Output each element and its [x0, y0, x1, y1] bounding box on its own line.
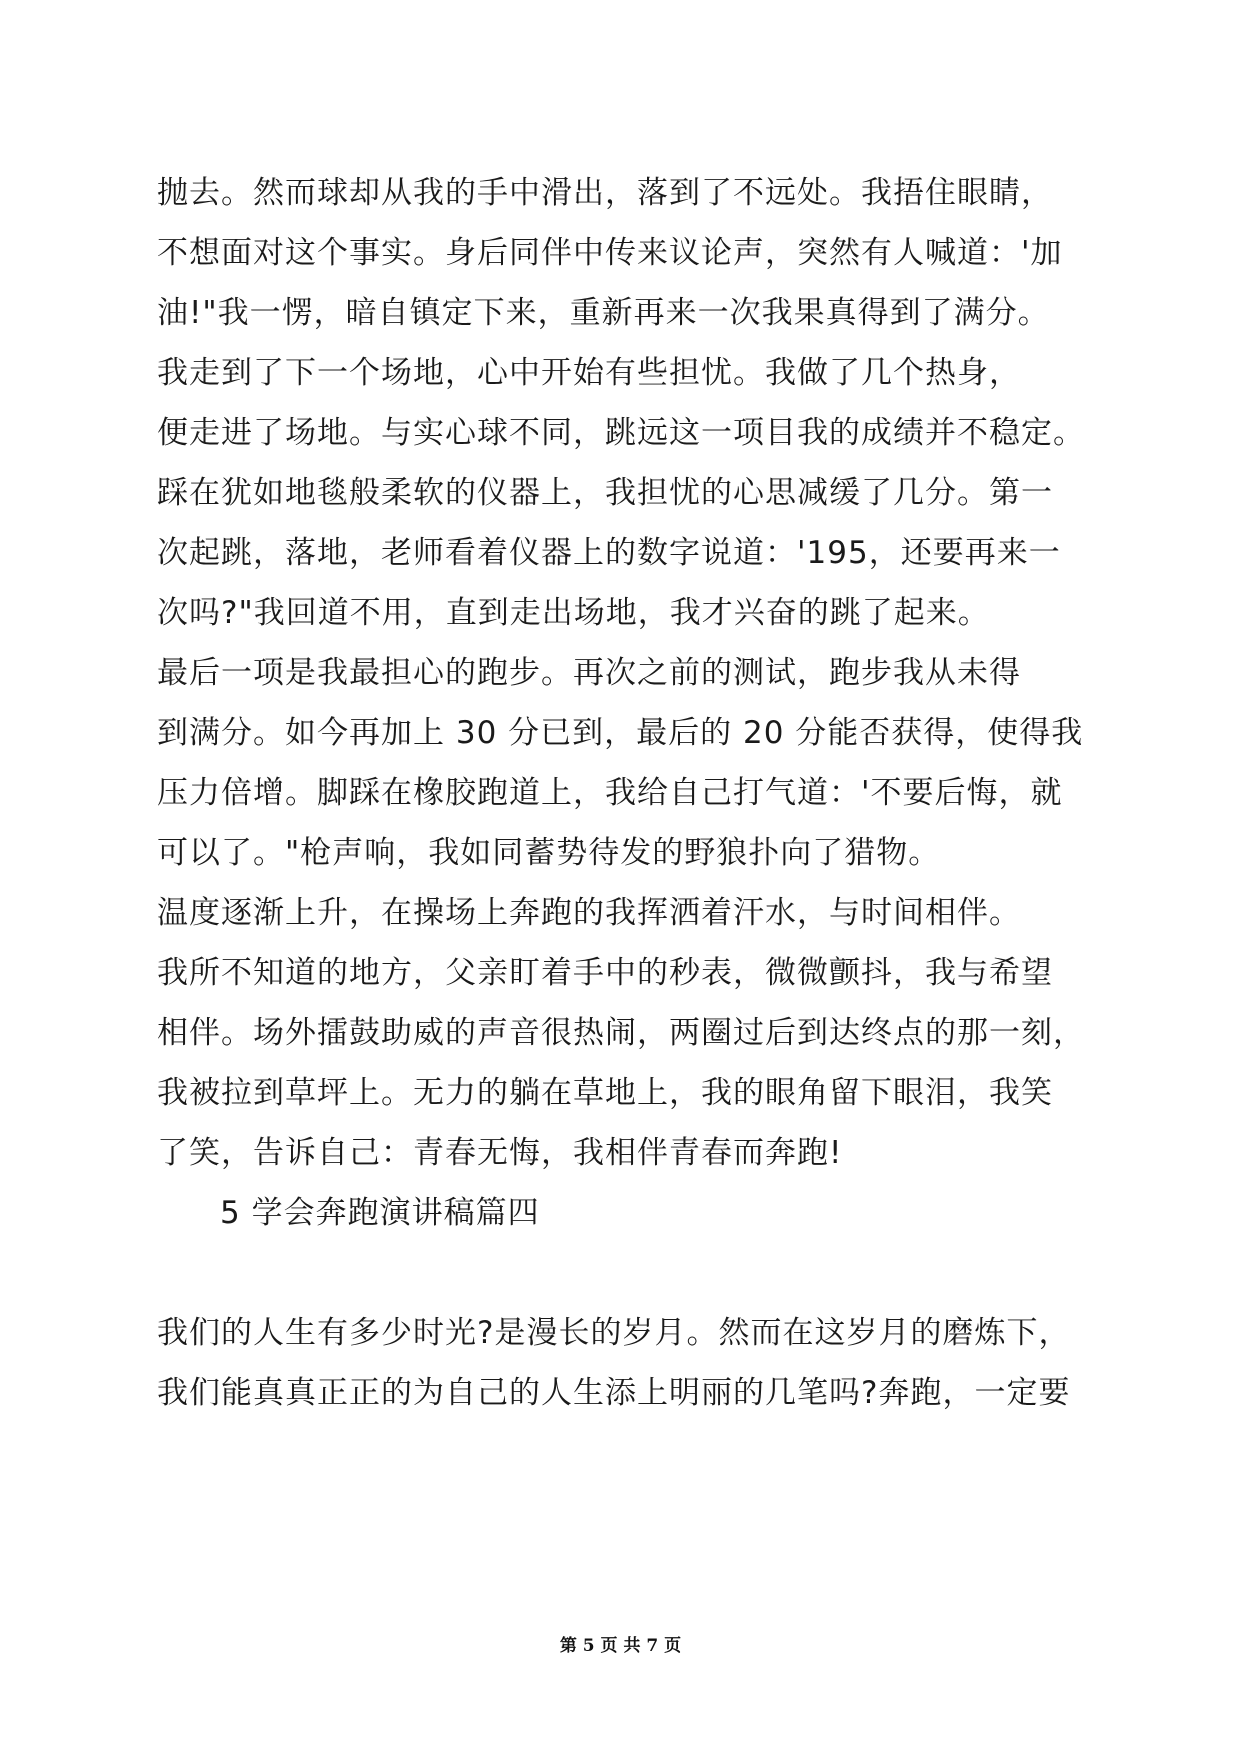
body-text-line: 次起跳，落地，老师看着仪器上的数字说道：'195，还要再来一	[157, 535, 1061, 571]
body-text-line: 我所不知道的地方，父亲盯着手中的秒表，微微颤抖，我与希望	[157, 955, 1053, 991]
body-text-line: 次吗?"我回道不用，直到走出场地，我才兴奋的跳了起来。	[157, 595, 990, 631]
body-text-line: 踩在犹如地毯般柔软的仪器上，我担忧的心思减缓了几分。第一	[157, 475, 1053, 511]
body-text-line: 了笑，告诉自己：青春无悔，我相伴青春而奔跑!	[157, 1135, 843, 1171]
body-text-line: 温度逐渐上升，在操场上奔跑的我挥洒着汗水，与时间相伴。	[157, 895, 1021, 931]
body-text-line: 便走进了场地。与实心球不同，跳远这一项目我的成绩并不稳定。	[157, 415, 1085, 451]
body-text-line: 我们的人生有多少时光?是漫长的岁月。然而在这岁月的磨炼下，	[157, 1315, 1071, 1351]
body-text-line: 我被拉到草坪上。无力的躺在草地上，我的眼角留下眼泪，我笑	[157, 1075, 1053, 1111]
body-text-line: 压力倍增。脚踩在橡胶跑道上，我给自己打气道：'不要后悔，就	[157, 775, 1063, 811]
section-heading: 5 学会奔跑演讲稿篇四	[220, 1195, 540, 1231]
body-text-line: 我走到了下一个场地，心中开始有些担忧。我做了几个热身，	[157, 355, 1021, 391]
body-text-line: 我们能真真正正的为自己的人生添上明丽的几笔吗?奔跑，一定要	[157, 1375, 1071, 1411]
body-text-line: 最后一项是我最担心的跑步。再次之前的测试，跑步我从未得	[157, 655, 1021, 691]
body-text-line: 油!"我一愣，暗自镇定下来，重新再来一次我果真得到了满分。	[157, 295, 1050, 331]
page-number-footer: 第 5 页 共 7 页	[559, 1636, 682, 1656]
body-text-line: 不想面对这个事实。身后同伴中传来议论声，突然有人喊道：'加	[157, 235, 1063, 271]
body-text-line: 可以了。"枪声响，我如同蓄势待发的野狼扑向了猎物。	[157, 835, 941, 871]
body-text-line: 抛去。然而球却从我的手中滑出，落到了不远处。我捂住眼睛，	[157, 175, 1053, 211]
body-text-line: 到满分。如今再加上 30 分已到，最后的 20 分能否获得，使得我	[157, 715, 1084, 751]
body-text-line: 相伴。场外擂鼓助威的声音很热闹，两圈过后到达终点的那一刻，	[157, 1015, 1085, 1051]
